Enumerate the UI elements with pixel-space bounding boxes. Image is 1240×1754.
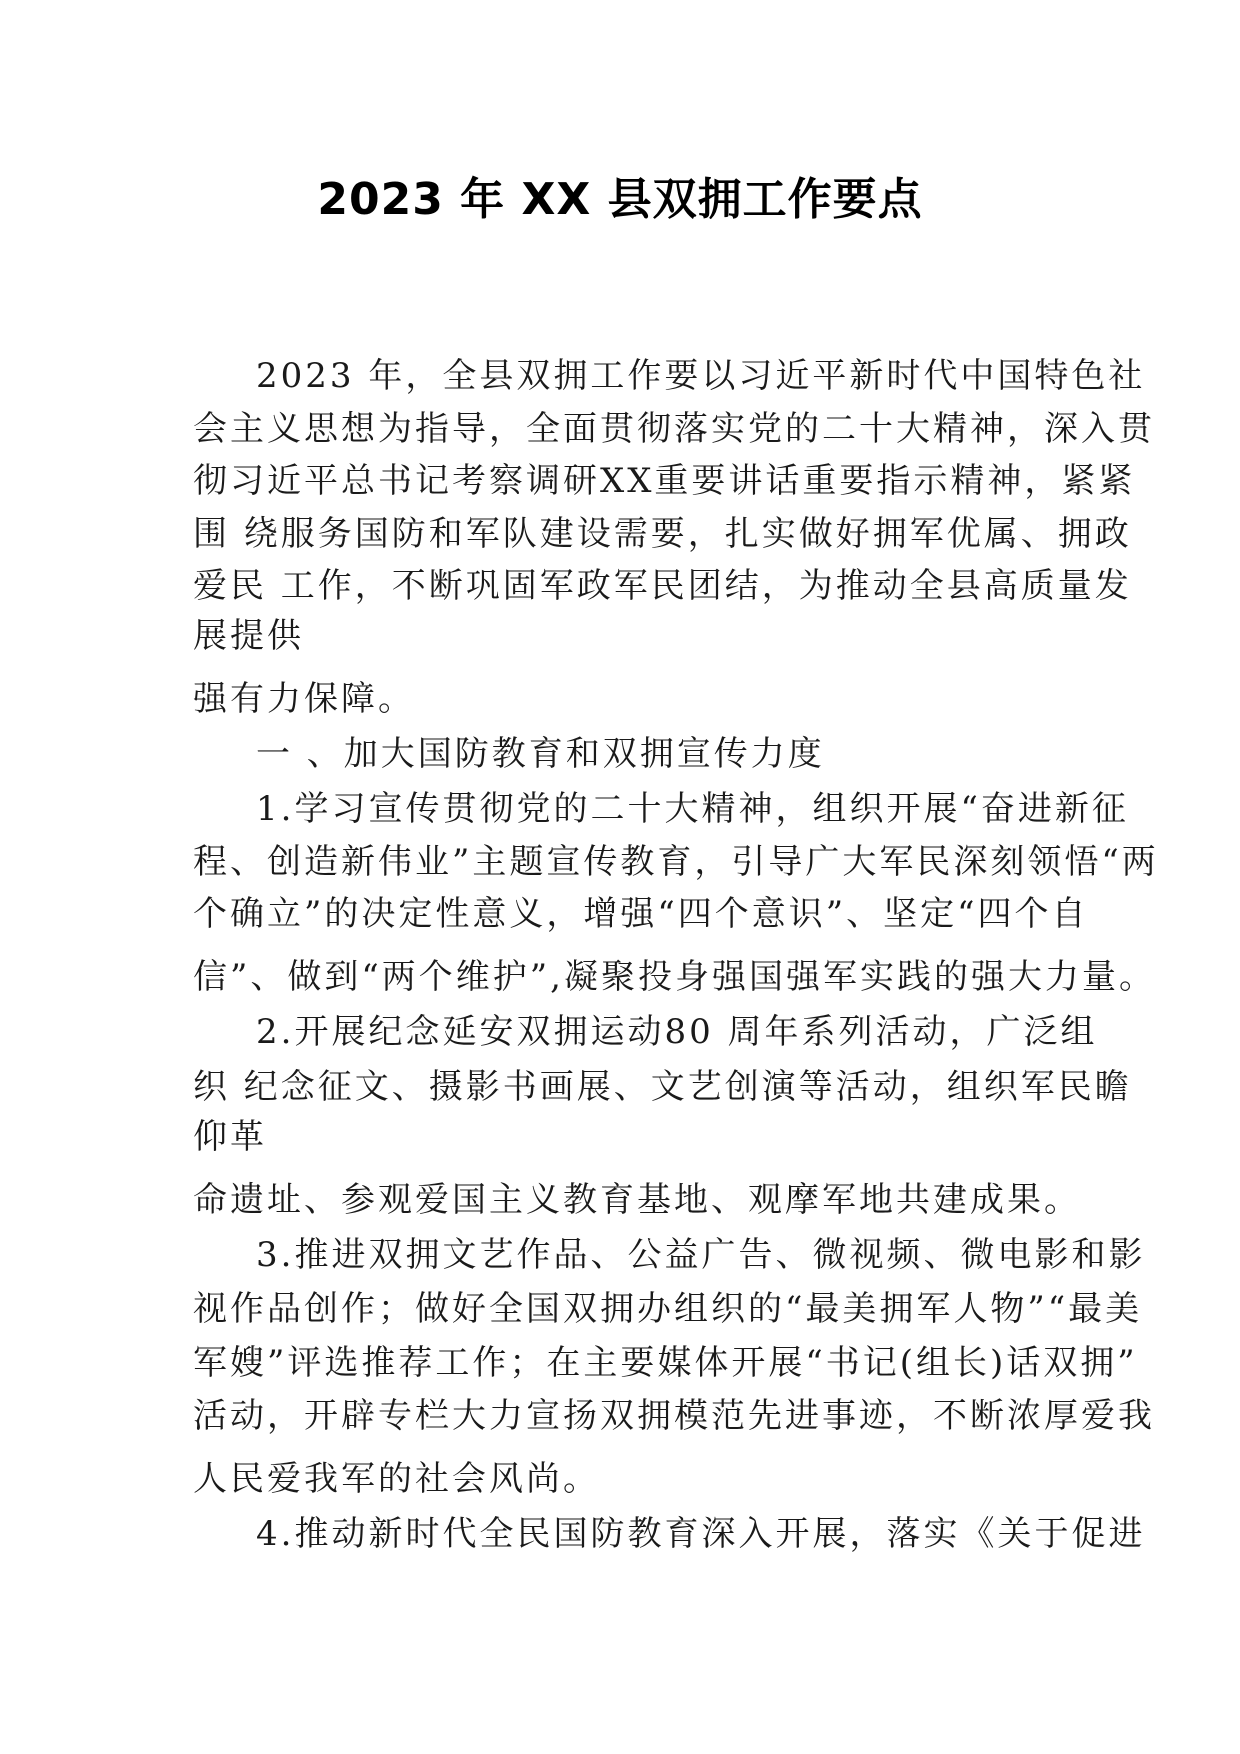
paragraph-line: 会主义思想为指导，全面贯彻落实党的二十大精神，深入贯 [193, 409, 1155, 449]
paragraph-line: 信”、做到“两个维护”,凝聚投身强国强军实践的强大力量。 [193, 957, 1156, 997]
paragraph-line: 织 纪念征文、摄影书画展、文艺创演等活动，组织军民瞻 [193, 1067, 1132, 1107]
paragraph-line: 3.推进双拥文艺作品、公益广告、微视频、微电影和影 [256, 1235, 1146, 1275]
paragraph-line: 视作品创作；做好全国双拥办组织的“最美拥军人物”“最美 [193, 1289, 1143, 1329]
paragraph-line: 1.学习宣传贯彻党的二十大精神，组织开展“奋进新征 [256, 789, 1129, 829]
paragraph-line: 活动，开辟专栏大力宣扬双拥模范先进事迹，不断浓厚爱我 [193, 1396, 1155, 1436]
paragraph-line: 仰革 [193, 1117, 267, 1157]
paragraph-line: 爱民 工作，不断巩固军政军民团结，为推动全县高质量发 [193, 566, 1132, 606]
document-title: 2023 年 XX 县双拥工作要点 [317, 174, 923, 225]
paragraph-line: 彻习近平总书记考察调研XX重要讲话重要指示精神，紧紧 [193, 461, 1136, 501]
paragraph-line: 2.开展纪念延安双拥运动80 周年系列活动，广泛组 [256, 1012, 1098, 1052]
paragraph-line: 4.推动新时代全民国防教育深入开展，落实《关于促进 [256, 1514, 1146, 1554]
paragraph-line: 个确立”的决定性意义，增强“四个意识”、坚定“四个自 [193, 894, 1089, 934]
paragraph-line: 程、创造新伟业”主题宣传教育，引导广大军民深刻领悟“两 [193, 842, 1159, 882]
paragraph-line: 军嫂”评选推荐工作；在主要媒体开展“书记(组长)话双拥” [193, 1343, 1138, 1383]
paragraph-line: 2023 年，全县双拥工作要以习近平新时代中国特色社 [256, 356, 1146, 396]
paragraph-line: 人民爱我军的社会风尚。 [193, 1459, 600, 1499]
paragraph-line: 展提供 [193, 616, 304, 656]
section-heading: 一 、加大国防教育和双拥宣传力度 [256, 734, 825, 774]
paragraph-line: 命遗址、参观爱国主义教育基地、观摩军地共建成果。 [193, 1180, 1081, 1220]
paragraph-line: 强有力保障。 [193, 679, 415, 719]
paragraph-line: 围 绕服务国防和军队建设需要，扎实做好拥军优属、拥政 [193, 514, 1132, 554]
